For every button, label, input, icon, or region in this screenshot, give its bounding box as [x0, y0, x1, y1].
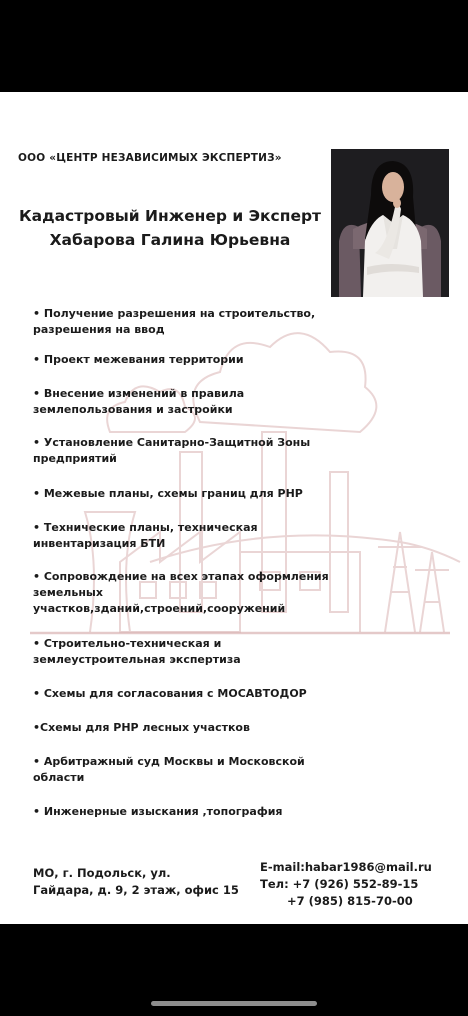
service-item: • Строительно-техническая и землеустроительная экспертиза — [33, 637, 241, 666]
phone-link-1[interactable]: Тел: +7 (926) 552-89-15 — [260, 877, 419, 891]
service-item: • Получение разрешения на строительство, разрешения на ввод — [33, 307, 316, 336]
service-item: •Схемы для РНР лесных участков — [33, 721, 250, 734]
flyer-page — [0, 92, 468, 924]
email-link[interactable]: E-mail:habar1986@mail.ru — [260, 860, 432, 874]
service-item: • Внесение изменений в правила землепользования и застройки — [33, 387, 245, 416]
title-line-2: Хабарова Галина Юрьевна — [49, 231, 291, 249]
contacts — [260, 859, 432, 910]
home-indicator[interactable] — [151, 1001, 317, 1006]
service-item: • Арбитражный суд Москвы и Московской области — [33, 755, 305, 784]
office-address: МО, г. Подольск, ул. Гайдара, д. 9, 2 этаж, офис 15 — [33, 866, 239, 897]
service-item: • Установление Санитарно-Защитной Зоны предприятий — [33, 436, 311, 465]
service-item: • Схемы для согласования с МОСАВТОДОР — [33, 687, 307, 700]
title-line-1: Кадастровый Инженер и Эксперт — [18, 207, 322, 225]
service-item: • Межевые планы, схемы границ для РНР — [33, 487, 303, 500]
portrait-photo — [331, 149, 449, 297]
phone-link-2[interactable]: +7 (985) 815-70-00 — [287, 894, 413, 908]
service-item: • Инженерные изыскания ,топография — [33, 805, 283, 818]
service-item: • Технические планы, техническая инвентаризация БТИ — [33, 521, 258, 550]
service-item: • Проект межевания территории — [33, 353, 244, 366]
service-item: • Сопровождение на всех этапах оформления земельных участков,зданий,строений,сооружений — [33, 570, 329, 615]
company-name: ООО «ЦЕНТР НЕЗАВИСИМЫХ ЭКСПЕРТИЗ» — [18, 152, 282, 164]
